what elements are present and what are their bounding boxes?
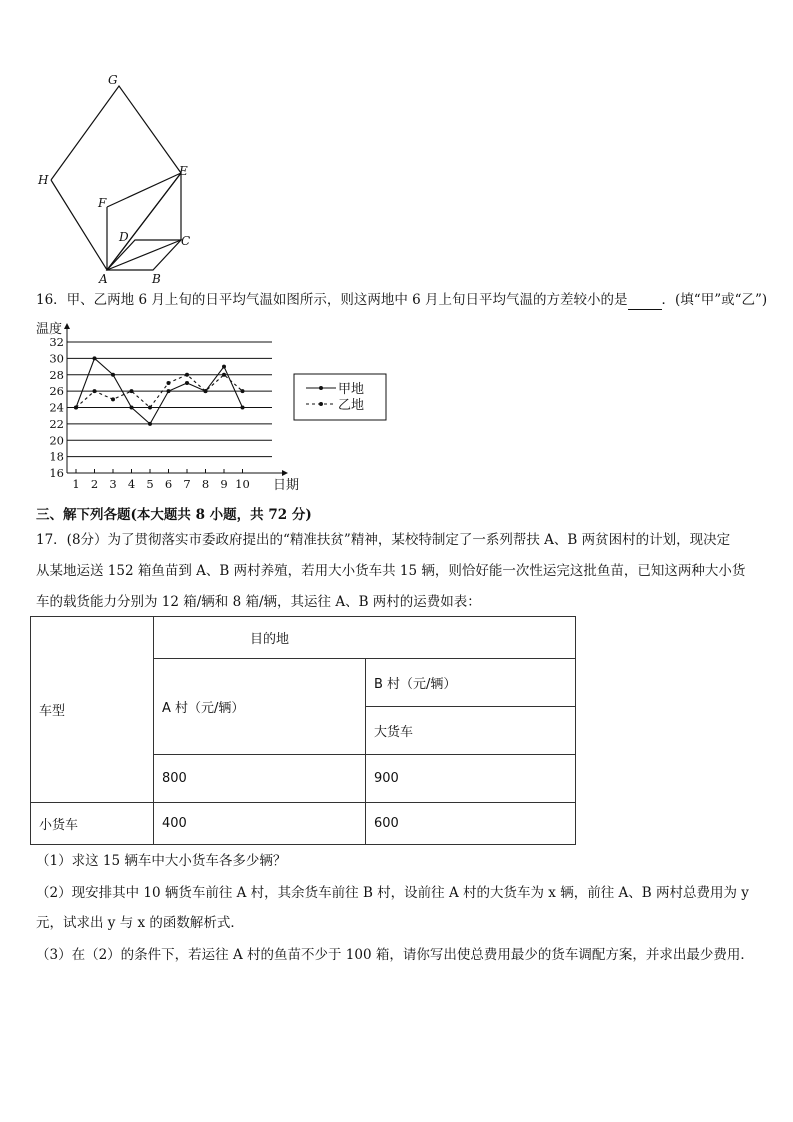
data-point bbox=[167, 381, 171, 385]
label-f: F bbox=[98, 196, 107, 210]
big-truck-label: 大货车 bbox=[366, 707, 576, 755]
y-axis-arrow bbox=[64, 323, 70, 329]
data-point bbox=[130, 389, 134, 393]
x-tick-label: 6 bbox=[164, 477, 173, 491]
x-tick-label: 4 bbox=[127, 477, 136, 491]
label-d: D bbox=[119, 230, 129, 244]
label-b: B bbox=[152, 272, 161, 285]
data-point bbox=[111, 397, 115, 401]
cell-big-b: 900 bbox=[366, 755, 576, 803]
question-17-part-1: （1）求这 15 辆车中大小货车各多少辆？ bbox=[36, 853, 287, 869]
y-tick-label: 28 bbox=[49, 367, 64, 382]
legend-label: 甲地 bbox=[338, 382, 365, 397]
label-e: E bbox=[179, 164, 188, 178]
data-point bbox=[222, 373, 226, 377]
legend-marker bbox=[319, 402, 323, 406]
x-axis-arrow bbox=[282, 470, 288, 476]
a-village-header: A 村（元/辆） bbox=[154, 659, 366, 755]
x-tick-label: 2 bbox=[90, 477, 99, 491]
y-tick-label: 26 bbox=[49, 384, 64, 399]
data-point bbox=[130, 406, 134, 410]
segment-fe bbox=[107, 173, 181, 207]
data-point bbox=[111, 373, 115, 377]
vehicle-type-header: 车型 bbox=[31, 617, 154, 803]
section-heading: 三、解下列各题(本大题共 8 小题，共 72 分) bbox=[36, 507, 312, 523]
y-tick-label: 30 bbox=[49, 351, 64, 366]
data-point bbox=[74, 406, 78, 410]
question-16-hint: ．(填“甲”或“乙”) bbox=[661, 292, 768, 308]
data-point bbox=[222, 365, 226, 369]
x-tick-label: 3 bbox=[109, 477, 117, 491]
question-17-line-2: 从某地运送 152 箱鱼苗到 A、B 两村养殖，若用大小货车共 15 辆，则恰好能一次性运完这批鱼苗，已知这两种大小货 bbox=[36, 563, 746, 579]
label-c: C bbox=[181, 234, 191, 248]
question-17-line-3: 车的载货能力分别为 12 箱/辆和 8 箱/辆，其运往 A、B 两村的运费如表： bbox=[36, 594, 481, 610]
x-tick-label: 8 bbox=[201, 477, 210, 491]
data-point bbox=[93, 389, 97, 393]
geometry-figure bbox=[30, 70, 210, 285]
data-point bbox=[241, 406, 245, 410]
question-17-part-2-line-1: （2）现安排其中 10 辆货车前往 A 村，其余货车前往 B 村，设前往 A 村的大货车为 x 辆，前往 A、B 两村总费用为 y bbox=[36, 885, 749, 901]
label-a: A bbox=[99, 272, 108, 285]
temperature-chart bbox=[30, 318, 410, 498]
small-truck-label: 小货车 bbox=[31, 803, 154, 845]
label-g: G bbox=[108, 73, 118, 87]
cell-small-a: 400 bbox=[154, 803, 366, 845]
y-tick-label: 32 bbox=[49, 335, 64, 349]
data-point bbox=[185, 373, 189, 377]
freight-table bbox=[30, 616, 576, 845]
question-16-text: 16．甲、乙两地 6 月上旬的日平均气温如图所示，则这两地中 6 月上旬日平均气温的方差较小的是 bbox=[36, 292, 628, 308]
y-tick-label: 18 bbox=[49, 449, 64, 464]
data-point bbox=[241, 389, 245, 393]
question-17-part-2-line-2: 元，试求出 y 与 x 的函数解析式． bbox=[36, 915, 244, 931]
chart-legend bbox=[294, 374, 386, 420]
x-tick-label: 7 bbox=[183, 477, 191, 491]
rhombus-outline bbox=[51, 86, 181, 270]
y-tick-label: 20 bbox=[49, 433, 64, 448]
question-17-part-3: （3）在（2）的条件下，若运往 A 村的鱼苗不少于 100 箱，请你写出使总费用最少的货车调配方案，并求出最少费用． bbox=[36, 947, 754, 963]
b-village-header: B 村（元/辆） bbox=[366, 659, 576, 707]
answer-blank[interactable] bbox=[628, 295, 662, 310]
data-point bbox=[93, 356, 97, 360]
question-16 bbox=[36, 290, 767, 310]
data-point bbox=[148, 406, 152, 410]
cell-big-a: 800 bbox=[154, 755, 366, 803]
chart-xlabel: 日期 bbox=[273, 478, 300, 493]
label-h: H bbox=[38, 173, 49, 187]
destination-header: 目的地 bbox=[154, 617, 576, 659]
question-17-line-1: 17．(8分）为了贯彻落实市委政府提出的“精准扶贫”精神，某校特制定了一系列帮扶 A、B 两贫困村的计划，现决定 bbox=[36, 532, 731, 548]
x-tick-label: 1 bbox=[72, 477, 80, 491]
y-tick-label: 16 bbox=[49, 466, 64, 480]
cell-small-b: 600 bbox=[366, 803, 576, 845]
x-tick-label: 5 bbox=[146, 477, 154, 491]
data-point bbox=[148, 422, 152, 426]
y-tick-label: 24 bbox=[49, 400, 64, 415]
chart-ylabel: 温度 bbox=[36, 322, 63, 337]
data-point bbox=[167, 389, 171, 393]
y-tick-label: 22 bbox=[49, 416, 64, 431]
legend-marker bbox=[319, 386, 323, 390]
legend-label: 乙地 bbox=[338, 398, 365, 413]
data-point bbox=[204, 389, 208, 393]
x-tick-label: 9 bbox=[220, 477, 228, 491]
data-point bbox=[185, 381, 189, 385]
x-tick-label: 10 bbox=[235, 477, 250, 491]
